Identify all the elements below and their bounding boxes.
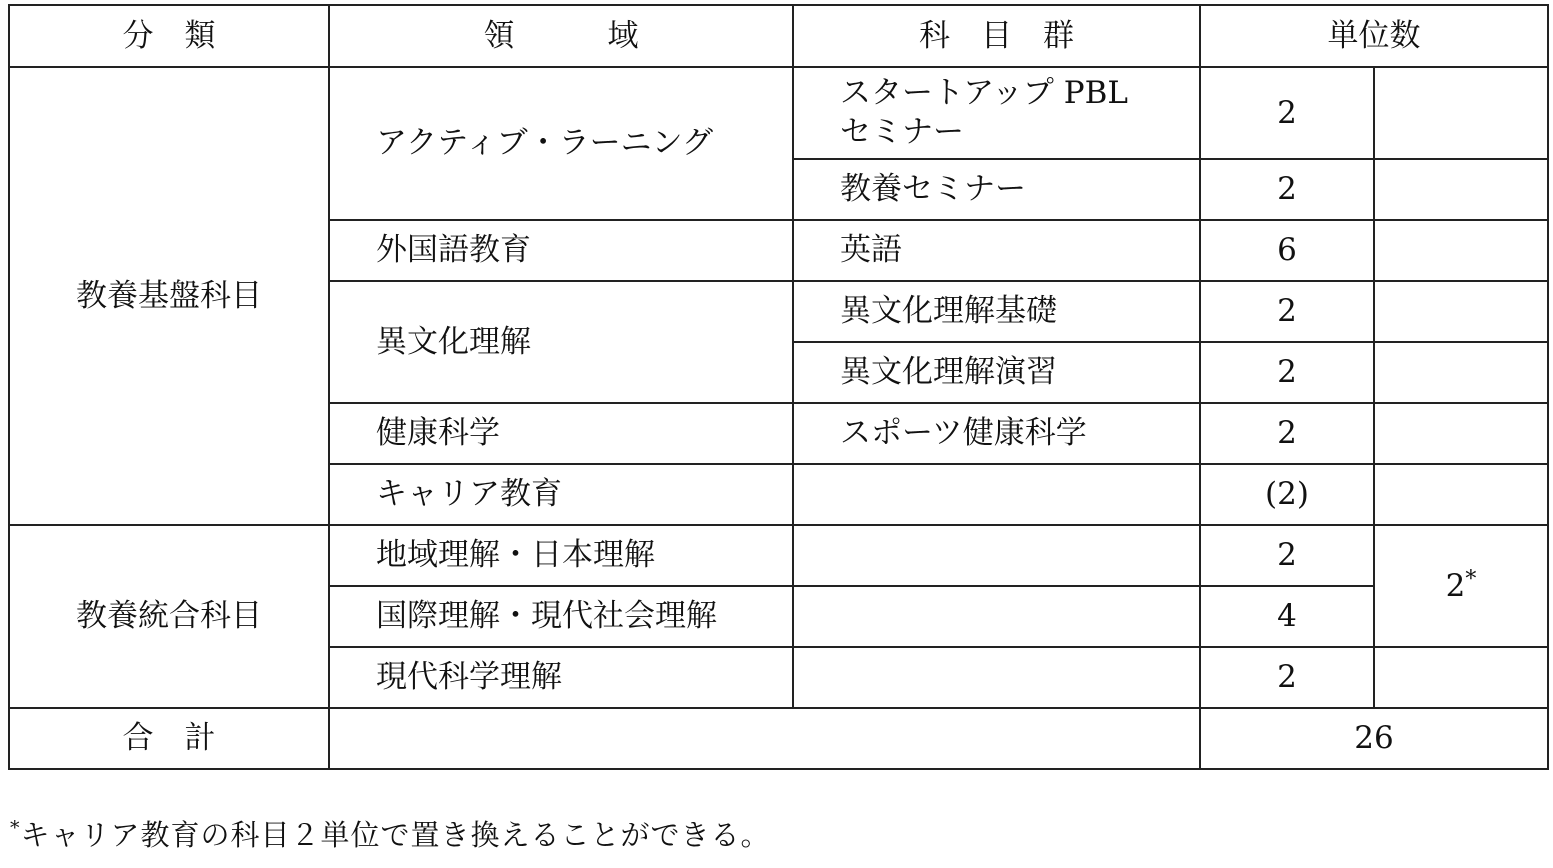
curriculum-table (8, 4, 1549, 770)
table-row (9, 525, 1548, 586)
footnote-mark: * (10, 817, 21, 839)
domain-cell: 国際理解・現代社会理解 (329, 586, 793, 647)
credits-cell: 6 (1200, 220, 1374, 281)
credits-cell: 2 (1200, 67, 1374, 159)
header-credits: 単位数 (1200, 5, 1548, 67)
extra-credits-cell (1374, 159, 1548, 220)
footnote-mark: * (1465, 567, 1477, 593)
category-cell: 教養統合科目 (9, 525, 329, 708)
subject-cell (793, 464, 1200, 525)
domain-cell: 異文化理解 (329, 281, 793, 403)
subject-cell: 異文化理解演習 (793, 342, 1200, 403)
extra-credits-cell (1374, 647, 1548, 708)
domain-cell: 現代科学理解 (329, 647, 793, 708)
extra-credits-cell (1374, 342, 1548, 403)
total-value: 26 (1200, 708, 1548, 769)
subject-cell: 英語 (793, 220, 1200, 281)
domain-cell: 健康科学 (329, 403, 793, 464)
header-subject-group: 科 目 群 (793, 5, 1200, 67)
credits-cell: (2) (1200, 464, 1374, 525)
extra-credits-cell (1374, 464, 1548, 525)
extra-credits-cell (1374, 403, 1548, 464)
extra-credits-value: 2 (1445, 568, 1466, 605)
total-blank-cell (329, 708, 1200, 769)
extra-credits-cell (1374, 220, 1548, 281)
footnote (10, 808, 771, 855)
footnote-text: キャリア教育の科目２単位で置き換えることができる。 (20, 818, 771, 852)
subject-cell: スポーツ健康科学 (793, 403, 1200, 464)
credits-cell: 2 (1200, 525, 1374, 586)
extra-credits-cell (1374, 67, 1548, 159)
domain-cell: 外国語教育 (329, 220, 793, 281)
subject-cell: スタートアップ PBL セミナー (793, 67, 1200, 159)
credits-cell: 2 (1200, 403, 1374, 464)
credits-cell: 2 (1200, 342, 1374, 403)
credits-cell: 2 (1200, 281, 1374, 342)
credits-cell: 2 (1200, 647, 1374, 708)
total-label: 合 計 (9, 708, 329, 769)
domain-cell: アクティブ・ラーニング (329, 67, 793, 220)
credits-cell: 2 (1200, 159, 1374, 220)
header-row (9, 5, 1548, 67)
subject-cell: 教養セミナー (793, 159, 1200, 220)
extra-credits-cell (1374, 525, 1548, 647)
table-row (9, 67, 1548, 159)
subject-cell (793, 525, 1200, 586)
domain-cell: キャリア教育 (329, 464, 793, 525)
credits-cell: 4 (1200, 586, 1374, 647)
subject-cell (793, 586, 1200, 647)
header-category: 分 類 (9, 5, 329, 67)
subject-cell (793, 647, 1200, 708)
category-cell: 教養基盤科目 (9, 67, 329, 525)
header-domain: 領 域 (329, 5, 793, 67)
domain-cell: 地域理解・日本理解 (329, 525, 793, 586)
extra-credits-cell (1374, 281, 1548, 342)
total-row (9, 708, 1548, 769)
subject-cell: 異文化理解基礎 (793, 281, 1200, 342)
